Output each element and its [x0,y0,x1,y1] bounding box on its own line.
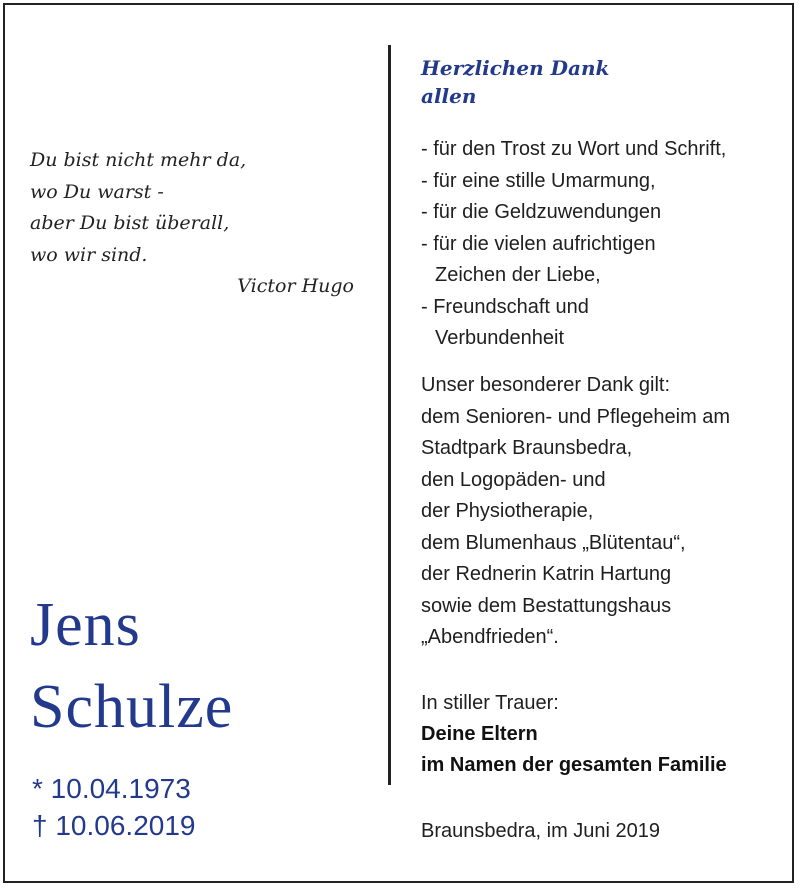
heading-line-2: allen [421,84,477,108]
special-thanks-line: der Physiotherapie, [421,500,594,522]
quote-line: wo wir sind. [30,243,148,266]
thanks-list [421,134,781,355]
last-name: Schulze [30,673,234,741]
quote-line: wo Du warst - [30,180,164,203]
mourning-parents: Deine Eltern [421,723,538,745]
special-thanks-line: der Rednerin Katrin Hartung [421,563,672,585]
special-thanks-line: Unser besonderer Dank gilt: [421,374,671,396]
special-thanks-line: Stadtpark Braunsbedra, [421,437,633,459]
birth-date: * 10.04.1973 [32,773,191,804]
mourning-signature [421,688,781,781]
death-date: † 10.06.2019 [32,810,196,841]
special-thanks-line: dem Blumenhaus „Blütentau“, [421,531,686,554]
mourning-intro: In stiller Trauer: [421,692,559,714]
place-date: Braunsbedra, im Juni 2019 [421,820,661,842]
list-item: - für eine stille Umarmung, [421,169,656,192]
life-dates [32,770,196,844]
heading-line-1: Herzlichen Dank [421,56,610,80]
list-item: - für den Trost zu Wort und Schrift, [421,138,727,160]
quote-author: Victor Hugo [237,275,354,297]
list-item-continuation: Zeichen der Liebe, [435,264,601,286]
list-item: - Freundschaft und [421,295,589,318]
special-thanks-line: den Logopäden- und [421,468,606,491]
quote-block [30,145,360,303]
thanks-heading [421,54,781,110]
first-name: Jens [30,591,141,659]
quote-line: Du bist nicht mehr da, [30,149,247,171]
mourning-family: im Namen der gesamten Familie [421,754,727,776]
quote-line: aber Du bist überall, [30,212,230,234]
list-item-continuation: Verbundenheit [435,327,565,349]
deceased-name [30,584,233,748]
special-thanks-line: dem Senioren- und Pflegeheim am [421,405,731,428]
special-thanks-line: sowie dem Bestattungshaus [421,594,672,617]
list-item: - für die Geldzuwendungen [421,201,662,223]
special-thanks-line: „Abendfrieden“. [421,626,559,648]
special-thanks [421,370,781,654]
vertical-divider [388,45,391,785]
list-item: - für die vielen aufrichtigen [421,232,656,255]
